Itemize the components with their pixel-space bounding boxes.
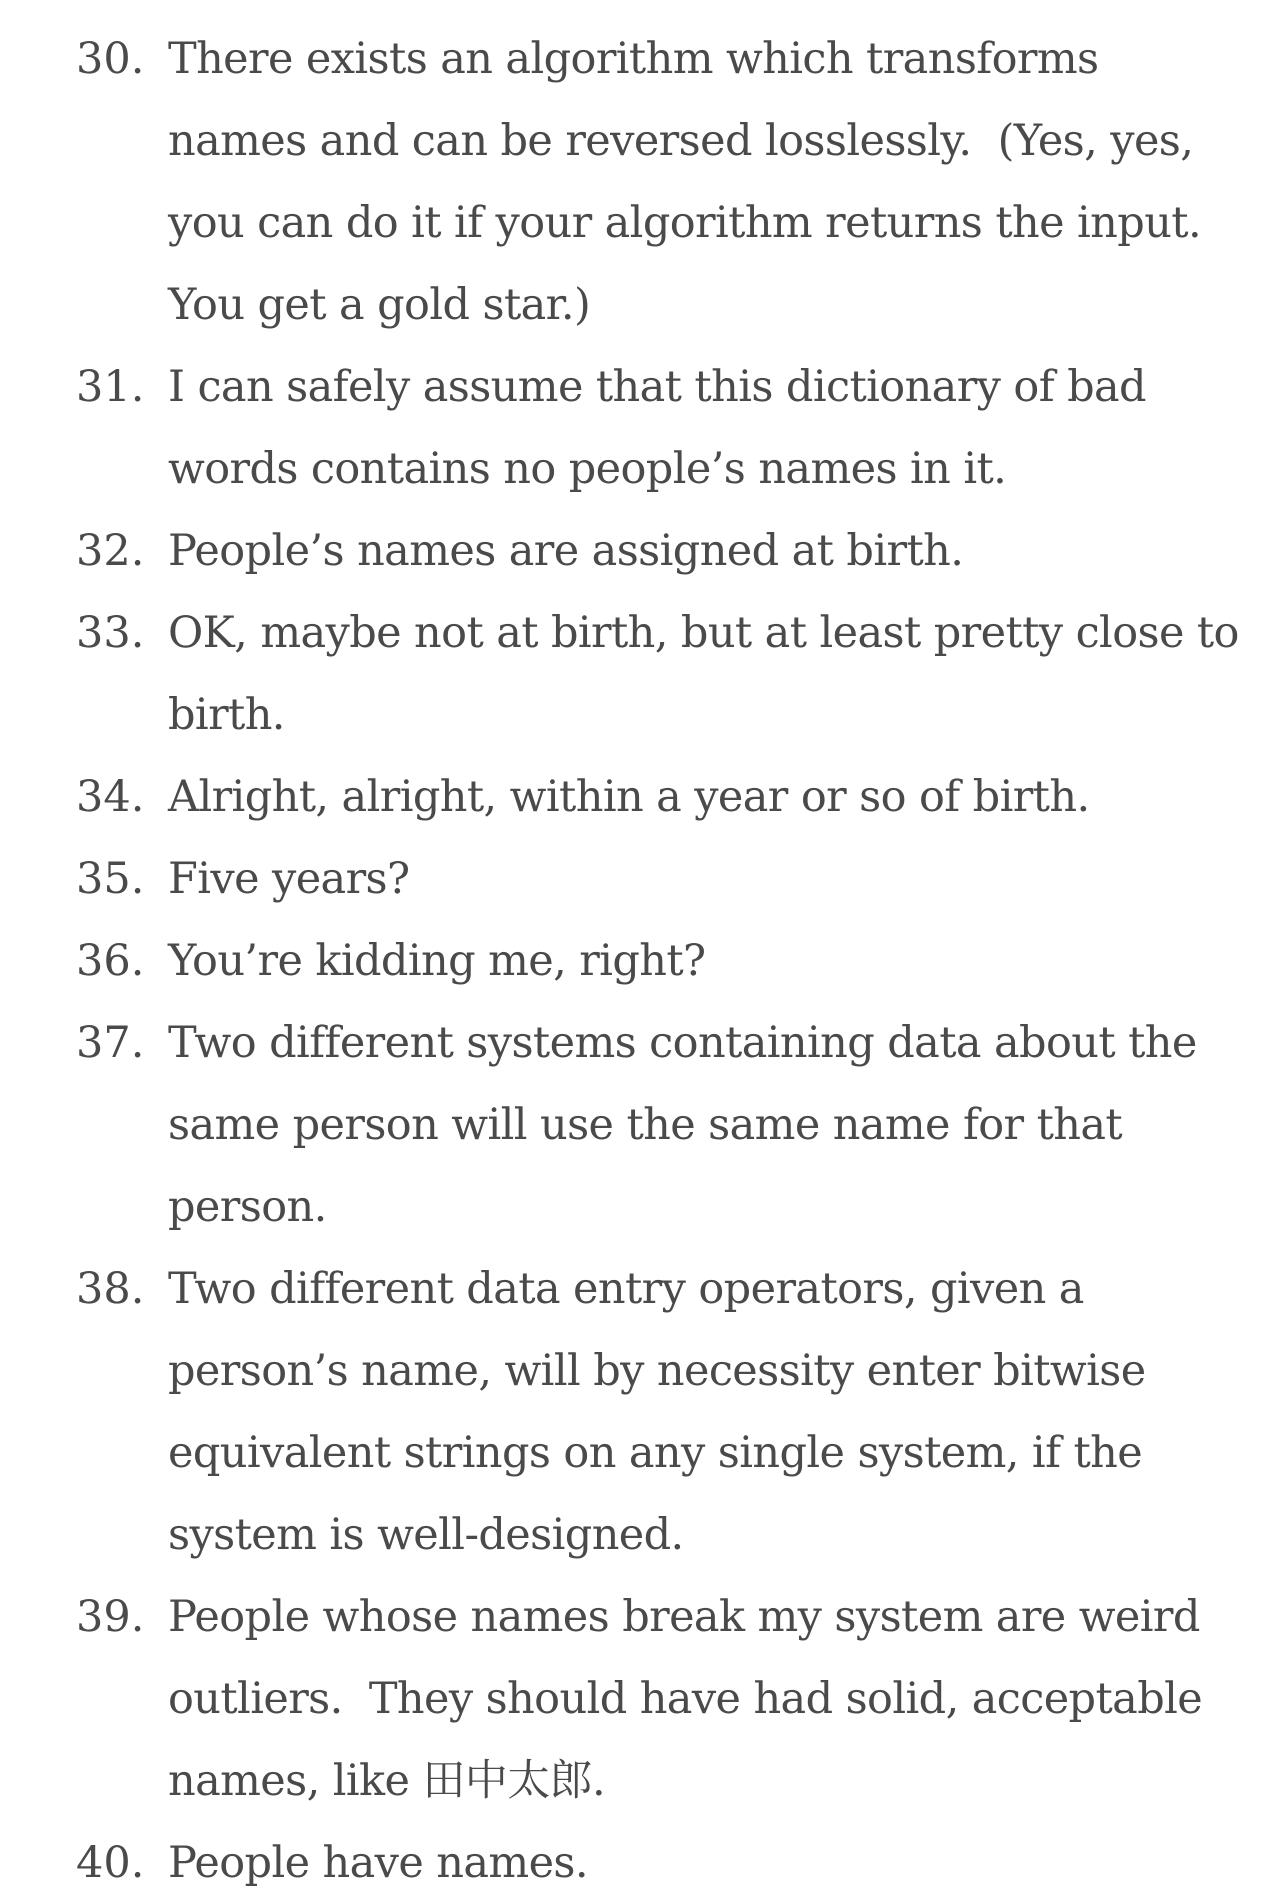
list-item-text: I can safely assume that this dictionary of bad words contains no people’s names in it. <box>168 362 1160 494</box>
list-item-number: 37. <box>76 1018 145 1068</box>
list-item-number: 36. <box>76 936 145 986</box>
list-item-number: 40. <box>76 1838 145 1888</box>
list-item <box>76 1822 1246 1904</box>
list-item <box>76 838 1246 920</box>
list-item-number: 35. <box>76 854 145 904</box>
list-item-text: There exists an algorithm which transforms names and can be reversed losslessly. (Yes, yes, you can do it if your algorithm returns the input. You get a gold star.) <box>168 34 1228 330</box>
list-item-number: 32. <box>76 526 145 576</box>
list-item-text: Two different systems containing data about the same person will use the same name for that person. <box>168 1018 1210 1232</box>
list-item-number: 34. <box>76 772 145 822</box>
list-item <box>76 592 1252 756</box>
list-item <box>76 920 1246 1002</box>
falsehoods-list <box>0 18 1252 1904</box>
list-item-text: Five years? <box>168 854 410 904</box>
list-item <box>76 1576 1246 1822</box>
list-item <box>76 18 1246 346</box>
list-item-number: 33. <box>76 608 145 658</box>
list-item-number: 38. <box>76 1264 145 1314</box>
list-item <box>76 756 1246 838</box>
list-item <box>76 510 1246 592</box>
list-item <box>76 1002 1246 1248</box>
list-item-text: You’re kidding me, right? <box>168 936 706 986</box>
list-item-text: People whose names break my system are weird outliers. They should have had solid, acceptable names, like 田中太郎. <box>168 1592 1216 1806</box>
list-item-number: 30. <box>76 34 145 84</box>
list-item-text: Alright, alright, within a year or so of birth. <box>168 772 1090 822</box>
list-item-text: OK, maybe not at birth, but at least pretty close to birth. <box>168 608 1252 740</box>
list-item-number: 39. <box>76 1592 145 1642</box>
list-item <box>76 346 1246 510</box>
list-item-text: Two different data entry operators, given a person’s name, will by necessity enter bitwise equivalent strings on any single system, if the system is well-designed. <box>168 1264 1159 1560</box>
list-item <box>76 1248 1246 1576</box>
list-item-text: People have names. <box>168 1838 588 1888</box>
article-body <box>0 18 1284 1904</box>
list-item-text: People’s names are assigned at birth. <box>168 526 964 576</box>
list-item-number: 31. <box>76 362 145 412</box>
